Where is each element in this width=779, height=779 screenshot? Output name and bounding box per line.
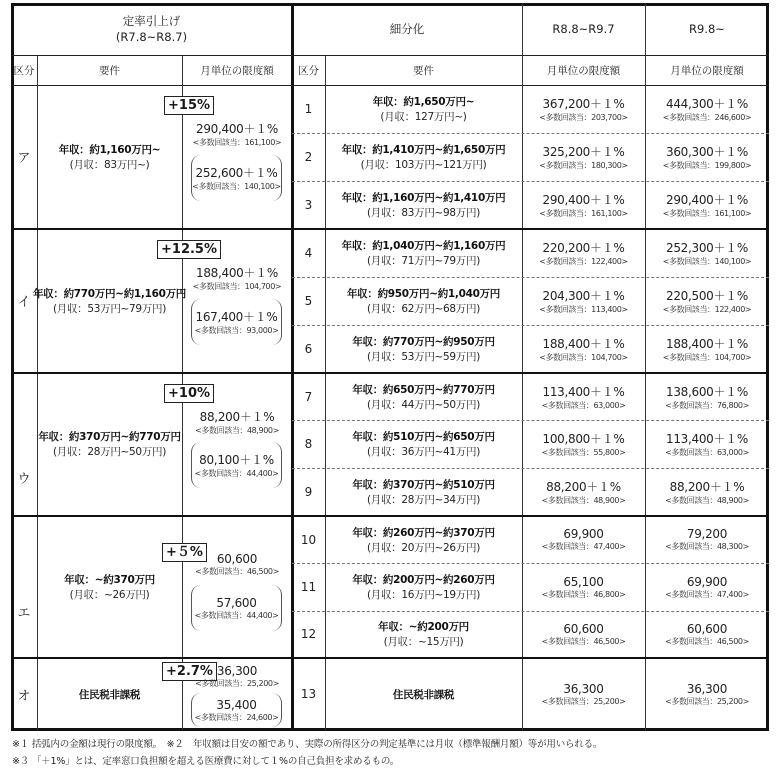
limit-amount: 188,400＋１% bbox=[665, 336, 749, 351]
row-limit-p2 bbox=[645, 516, 769, 563]
annual-income: 年収：約370万円~約770万円 bbox=[38, 431, 181, 443]
limit-note: <多数回該当：199,800> bbox=[662, 161, 752, 170]
increase-badge: +５% bbox=[162, 543, 207, 562]
row-no: 10 bbox=[300, 532, 317, 547]
row-requirement bbox=[325, 516, 522, 563]
old-limit bbox=[191, 693, 282, 727]
row-limit-p1 bbox=[522, 325, 645, 372]
row-limit-p2 bbox=[645, 611, 769, 657]
row-limit-p1 bbox=[522, 373, 645, 420]
row-requirement bbox=[325, 468, 522, 515]
limit-amount: 220,200＋１% bbox=[542, 241, 625, 255]
row-monthly-income: (月収：71万円~79万円) bbox=[366, 255, 480, 267]
old-limit-amount: 80,100＋１% bbox=[199, 453, 274, 467]
row-limit-p2 bbox=[645, 420, 769, 468]
col-limit-p1: 月単位の限度額 bbox=[546, 64, 621, 77]
limit-note: <多数回該当：25,200> bbox=[541, 696, 626, 706]
new-limit bbox=[182, 116, 292, 152]
row-requirement bbox=[325, 229, 522, 277]
limit-amount: 60,600 bbox=[686, 621, 728, 636]
group-kubun: ウ bbox=[17, 472, 31, 487]
row-limit-p1 bbox=[522, 420, 645, 468]
limit-amount: 88,200＋１% bbox=[669, 479, 745, 494]
row-requirement bbox=[325, 611, 522, 657]
row-annual-income: 年収：約1,040万円~約1,160万円 bbox=[341, 240, 506, 252]
limit-amount: 325,200＋１% bbox=[542, 145, 625, 159]
header-middle-title bbox=[292, 3, 522, 55]
limit-note: <多数回該当：46,500> bbox=[665, 636, 749, 646]
new-limit-note: <多数回該当：104,700> bbox=[192, 282, 282, 291]
row-limit-p2 bbox=[645, 229, 769, 277]
group-kubun: ア bbox=[17, 151, 31, 166]
limit-amount: 88,200＋１% bbox=[546, 479, 621, 494]
row-limit-p2 bbox=[645, 563, 769, 611]
row-limit-p2 bbox=[645, 659, 769, 729]
annual-income: 年収：~約370万円 bbox=[64, 573, 155, 586]
limit-note: <多数回該当：122,400> bbox=[662, 305, 752, 314]
row-limit-p1 bbox=[522, 468, 645, 515]
row-annual-income: 年収：約1,160万円~約1,410万円 bbox=[341, 191, 506, 204]
limit-amount: 367,200＋１% bbox=[542, 97, 625, 111]
row-annual-income: 年収：約1,650万円~ bbox=[372, 96, 475, 108]
header-left-title-line1: 定率引上げ bbox=[122, 14, 181, 28]
group-requirement bbox=[37, 659, 182, 729]
limit-note: <多数回該当：48,300> bbox=[665, 542, 749, 551]
row-monthly-income: (月収：36万円~41万円) bbox=[366, 446, 480, 458]
limit-note: <多数回該当：25,200> bbox=[665, 696, 749, 706]
new-limit-note: <多数回該当：46,500> bbox=[195, 566, 279, 576]
header-period1 bbox=[522, 3, 645, 55]
row-limit-p1 bbox=[522, 516, 645, 563]
annual-income: 年収：約1,160万円~ bbox=[58, 143, 161, 156]
limit-amount: 36,300 bbox=[686, 681, 728, 696]
limit-amount: 69,900 bbox=[686, 574, 728, 589]
footnote-1: ※１ 括弧内の金額は現行の限度額。 ※２ 年収額は目安の額であり、実際の所得区分の判定基準には月収（標準報酬月額）等が用いられる。 bbox=[12, 739, 603, 750]
limit-note: <多数回該当：104,700> bbox=[539, 352, 628, 362]
header-period2-text: R9.8~ bbox=[689, 22, 725, 36]
limit-note: <多数回該当：104,700> bbox=[662, 352, 752, 362]
row-requirement bbox=[325, 133, 522, 181]
header-period2 bbox=[645, 3, 769, 55]
old-limit-amount: 167,400＋１% bbox=[195, 310, 278, 324]
limit-amount: 444,300＋１% bbox=[665, 97, 749, 111]
group-kubun: イ bbox=[17, 295, 31, 310]
limit-note: <多数回該当：161,100> bbox=[539, 208, 628, 218]
row-monthly-income: (月収：28万円~34万円) bbox=[366, 493, 480, 506]
row-annual-income: 年収：約650万円~約770万円 bbox=[352, 383, 495, 396]
new-limit-amount: 290,400＋１% bbox=[195, 122, 279, 136]
header-middle-title-text: 細分化 bbox=[389, 22, 425, 36]
limit-amount: 188,400＋１% bbox=[542, 336, 625, 351]
row-annual-income: 年収：約770万円~約950万円 bbox=[352, 335, 495, 348]
new-limit-note: <多数回該当：48,900> bbox=[195, 426, 279, 435]
increase-badge: +12.5% bbox=[157, 240, 221, 259]
row-limit-p1 bbox=[522, 659, 645, 729]
row-limit-p1 bbox=[522, 611, 645, 657]
row-limit-p1 bbox=[522, 85, 645, 133]
new-limit-amount: 60,600 bbox=[216, 551, 258, 566]
new-limit bbox=[182, 546, 292, 582]
limit-note: <多数回該当：113,400> bbox=[539, 305, 628, 314]
row-monthly-income: (月収：20万円~26万円) bbox=[366, 541, 480, 554]
old-limit-amount: 35,400 bbox=[216, 697, 257, 712]
row-requirement bbox=[325, 181, 522, 228]
new-limit-note: <多数回該当：161,100> bbox=[192, 138, 282, 147]
limit-note: <多数回該当：48,900> bbox=[665, 495, 749, 505]
old-limit-note: <多数回該当：24,600> bbox=[194, 712, 279, 722]
annual-income: 年収：約770万円~約1,160万円 bbox=[32, 287, 187, 300]
increase-badge: +2.7% bbox=[162, 662, 217, 681]
row-limit-p2 bbox=[645, 181, 769, 228]
limit-note: <多数回該当：47,400> bbox=[665, 589, 749, 599]
row-limit-p2 bbox=[645, 277, 769, 325]
row-limit-p1 bbox=[522, 229, 645, 277]
old-limit-amount: 252,600＋１% bbox=[195, 166, 278, 180]
row-requirement bbox=[325, 659, 522, 729]
limit-note: <多数回該当：140,100> bbox=[662, 257, 752, 266]
old-limit bbox=[191, 299, 282, 345]
limit-amount: 113,400＋１% bbox=[542, 384, 625, 399]
row-annual-income: 年収：約370万円~約510万円 bbox=[352, 478, 495, 491]
row-annual-income: 年収：約950万円~約1,040万円 bbox=[346, 288, 501, 300]
row-limit-p1 bbox=[522, 133, 645, 181]
limit-amount: 360,300＋１% bbox=[665, 145, 749, 159]
row-no: 7 bbox=[304, 389, 313, 404]
row-limit-p1 bbox=[522, 277, 645, 325]
monthly-income: (月収：~26万円) bbox=[69, 588, 150, 601]
old-limit bbox=[191, 155, 282, 201]
limit-note: <多数回該当：180,300> bbox=[539, 161, 628, 170]
row-annual-income: 年収：~約200万円 bbox=[378, 621, 469, 633]
row-no: 1 bbox=[304, 102, 313, 116]
row-no: 6 bbox=[304, 341, 313, 356]
limit-note: <多数回該当：48,900> bbox=[541, 495, 626, 505]
row-limit-p2 bbox=[645, 85, 769, 133]
old-limit-note: <多数回該当：44,400> bbox=[194, 610, 279, 620]
limit-amount: 113,400＋１% bbox=[665, 432, 749, 446]
row-monthly-income: (月収：103万円~121万円) bbox=[360, 159, 487, 171]
row-monthly-income: (月収：16万円~19万円) bbox=[366, 589, 480, 601]
old-limit-note: <多数回該当：44,400> bbox=[194, 469, 279, 478]
increase-badge: +10% bbox=[164, 384, 214, 403]
row-requirement bbox=[325, 277, 522, 325]
footnote-2: ※３ 「＋1%」とは、定率窓口負担額を超える医療費に対して１%の自己負担を求めるもの。 bbox=[12, 756, 400, 767]
row-limit-p2 bbox=[645, 133, 769, 181]
limit-amount: 69,900 bbox=[563, 527, 604, 541]
old-limit bbox=[191, 442, 282, 488]
limit-note: <多数回該当：76,800> bbox=[665, 400, 749, 410]
new-limit-note: <多数回該当：25,200> bbox=[195, 678, 279, 688]
limit-amount: 36,300 bbox=[563, 681, 604, 696]
monthly-income: (月収：28万円~50万円) bbox=[52, 446, 166, 458]
col-kubun: 区分 bbox=[13, 64, 35, 77]
row-annual-income: 年収：約200万円~約260万円 bbox=[352, 574, 495, 586]
row-no: 2 bbox=[304, 150, 313, 164]
header-period1-text: R8.8~R9.7 bbox=[552, 22, 615, 36]
row-requirement bbox=[325, 85, 522, 133]
limit-amount: 290,400＋１% bbox=[542, 192, 625, 207]
new-limit-amount: 36,300 bbox=[216, 663, 258, 678]
header-left-title bbox=[11, 3, 292, 55]
row-requirement bbox=[325, 563, 522, 611]
row-monthly-income: (月収：53万円~59万円) bbox=[366, 350, 480, 363]
row-limit-p2 bbox=[645, 325, 769, 372]
row-no: 11 bbox=[300, 580, 317, 594]
row-monthly-income: (月収：~15万円) bbox=[383, 636, 464, 648]
new-limit-amount: 188,400＋１% bbox=[195, 266, 279, 280]
limit-amount: 100,800＋１% bbox=[542, 432, 625, 446]
group-kubun: オ bbox=[17, 688, 31, 704]
group-requirement bbox=[37, 85, 182, 228]
limit-amount: 79,200 bbox=[686, 527, 728, 541]
monthly-income: (月収：53万円~79万円) bbox=[52, 302, 166, 315]
col-requirement2: 要件 bbox=[413, 64, 434, 77]
row-monthly-income: (月収：62万円~68万円) bbox=[366, 303, 480, 315]
new-limit-amount: 88,200＋１% bbox=[199, 410, 275, 424]
col-limit-p2: 月単位の限度額 bbox=[670, 64, 744, 77]
limit-amount: 252,300＋１% bbox=[665, 241, 749, 255]
row-annual-income: 年収：約1,410万円~約1,650万円 bbox=[341, 144, 506, 156]
col-requirement: 要件 bbox=[99, 64, 120, 77]
old-limit bbox=[191, 585, 282, 631]
group-requirement bbox=[37, 516, 182, 657]
col-kubun2: 区分 bbox=[298, 64, 319, 77]
header-left-title-line2: (R7.8~R8.7) bbox=[115, 30, 188, 44]
group-requirement bbox=[37, 373, 182, 515]
limit-note: <多数回該当：63,000> bbox=[665, 448, 749, 457]
limit-amount: 65,100 bbox=[563, 574, 604, 589]
limit-note: <多数回該当：203,700> bbox=[539, 113, 628, 122]
limit-note: <多数回該当：55,800> bbox=[541, 448, 626, 457]
row-no: 5 bbox=[304, 294, 313, 308]
group-kubun: エ bbox=[17, 606, 31, 621]
row-monthly-income: (月収：127万円~) bbox=[380, 111, 467, 123]
row-requirement bbox=[325, 325, 522, 372]
limit-amount: 138,600＋１% bbox=[665, 384, 749, 399]
new-limit bbox=[182, 404, 292, 440]
row-limit-p1 bbox=[522, 181, 645, 228]
limit-note: <多数回該当：47,400> bbox=[541, 542, 626, 551]
row-limit-p2 bbox=[645, 373, 769, 420]
old-limit-note: <多数回該当：140,100> bbox=[192, 182, 281, 191]
limit-note: <多数回該当：46,800> bbox=[541, 589, 626, 599]
col-limit: 月単位の限度額 bbox=[200, 64, 274, 77]
row-no: 3 bbox=[304, 197, 313, 212]
limit-amount: 290,400＋１% bbox=[665, 192, 749, 207]
annual-income: 住民税非課税 bbox=[78, 688, 141, 701]
increase-badge: +15% bbox=[164, 96, 214, 115]
row-annual-income: 年収：約510万円~約650万円 bbox=[352, 431, 495, 443]
limit-note: <多数回該当：46,500> bbox=[541, 636, 626, 646]
row-monthly-income: (月収：83万円~98万円) bbox=[366, 206, 480, 219]
new-limit bbox=[182, 260, 292, 296]
monthly-income: (月収：83万円~) bbox=[69, 158, 150, 171]
row-limit-p1 bbox=[522, 563, 645, 611]
new-limit bbox=[182, 660, 292, 692]
limit-note: <多数回該当：122,400> bbox=[539, 257, 628, 266]
old-limit-note: <多数回該当：93,000> bbox=[194, 326, 279, 335]
row-no: 13 bbox=[300, 687, 317, 701]
row-annual-income: 住民税非課税 bbox=[392, 688, 455, 701]
row-limit-p2 bbox=[645, 468, 769, 515]
row-no: 9 bbox=[304, 484, 313, 499]
row-no: 12 bbox=[300, 627, 317, 641]
row-requirement bbox=[325, 373, 522, 420]
old-limit-amount: 57,600 bbox=[216, 595, 257, 610]
limit-note: <多数回該当：63,000> bbox=[541, 400, 626, 410]
row-requirement bbox=[325, 420, 522, 468]
row-no: 4 bbox=[304, 246, 313, 260]
row-monthly-income: (月収：44万円~50万円) bbox=[366, 398, 480, 411]
limit-amount: 220,500＋１% bbox=[665, 289, 749, 303]
limit-note: <多数回該当：161,100> bbox=[662, 208, 752, 218]
row-annual-income: 年収：約260万円~約370万円 bbox=[352, 526, 495, 539]
limit-amount: 60,600 bbox=[563, 621, 604, 636]
limit-amount: 204,300＋１% bbox=[542, 289, 625, 303]
limit-note: <多数回該当：246,600> bbox=[662, 113, 752, 122]
row-no: 8 bbox=[304, 437, 313, 451]
